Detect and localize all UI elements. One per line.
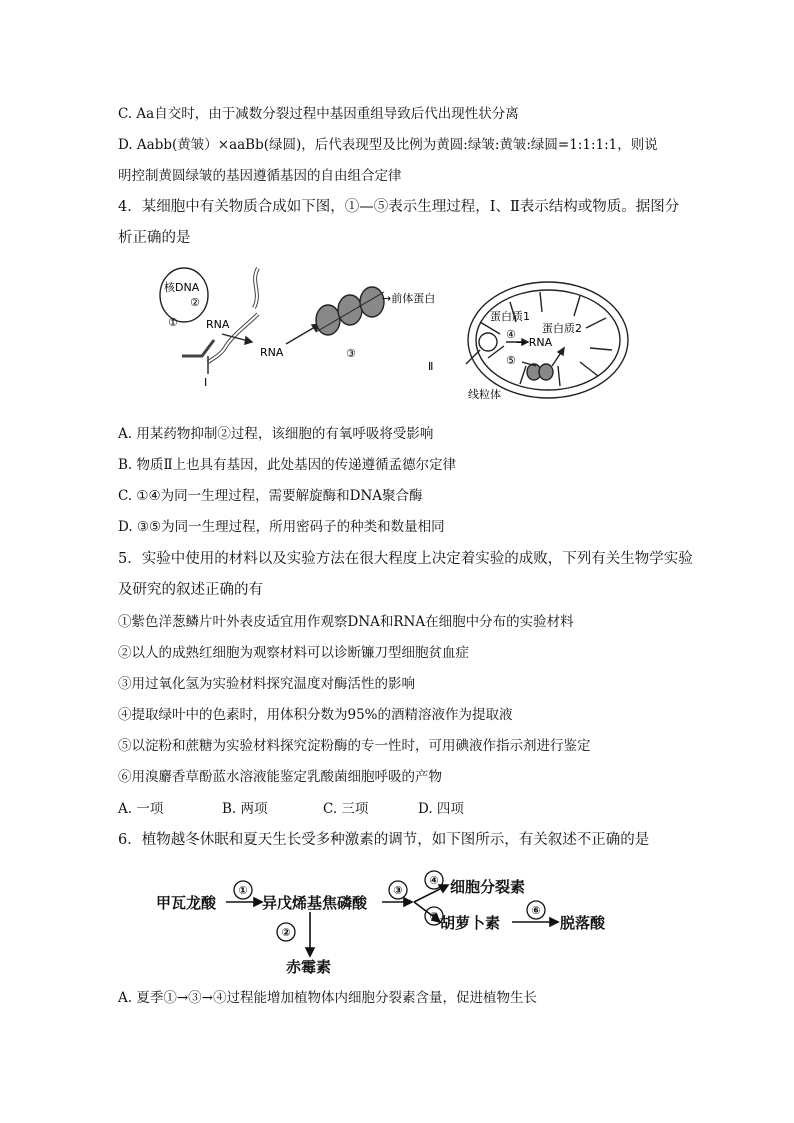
q4-option-d: D. ③⑤为同一生理过程，所用密码子的种类和数量相同 xyxy=(118,519,445,535)
structure-ii xyxy=(479,333,497,351)
q5-stem-line1: 5．实验中使用的材料以及实验方法在很大程度上决定着实验的成败，下列有关生物学实验 xyxy=(118,551,693,567)
q5-choice-b: B. 两项 xyxy=(222,801,268,817)
q5-choice-a: A. 一项 xyxy=(118,801,164,817)
q4-stem-line2: 析正确的是 xyxy=(118,230,191,246)
label-protein-1: 蛋白质1 xyxy=(490,310,530,323)
label-c5: ⑤ xyxy=(429,910,439,923)
q6-option-a: A. 夏季①→③→④过程能增加植物体内细胞分裂素含量，促进植物生长 xyxy=(118,990,537,1006)
label-c1: ① xyxy=(238,884,248,897)
node-mevalonic-acid: 甲瓦龙酸 xyxy=(156,894,217,912)
label-circle-5: ⑤ xyxy=(506,354,516,367)
label-circle-2: ② xyxy=(190,296,200,309)
label-circle-4: ④ xyxy=(506,328,516,341)
label-c3: ③ xyxy=(393,884,403,897)
label-mitochondrion: 线粒体 xyxy=(468,388,501,401)
label-nucleus-dna: 核DNA xyxy=(164,281,200,294)
ribosome xyxy=(338,295,362,325)
q3-option-d-line1: D. Aabb(黄皱）×aaBb(绿圆)，后代表现型及比例为黄圆:绿皱:黄皱:绿圆=1:1:1:1，则说 xyxy=(118,137,658,153)
nucleus-outline xyxy=(160,268,208,322)
q6-figure-hormone-pathway xyxy=(150,868,640,980)
node-cytokinin: 细胞分裂素 xyxy=(450,878,526,896)
node-gibberellin: 赤霉素 xyxy=(286,958,332,976)
label-rna-c: → RNA xyxy=(516,336,553,349)
label-precursor-protein: →前体蛋白 xyxy=(382,292,436,305)
q5-item-3: ③用过氧化氢为实验材料探究温度对酶活性的影响 xyxy=(118,676,415,692)
q3-option-c: C. Aa自交时，由于减数分裂过程中基因重组导致后代出现性状分离 xyxy=(118,106,519,122)
structure-i-strand xyxy=(182,340,214,356)
q3-option-d-line2: 明控制黄圆绿皱的基因遵循基因的自由组合定律 xyxy=(118,168,402,184)
q4-option-c: C. ①④为同一生理过程，需要解旋酶和DNA聚合酶 xyxy=(118,488,423,504)
q5-item-6: ⑥用溴麝香草酚蓝水溶液能鉴定乳酸菌细胞呼吸的产物 xyxy=(118,769,442,785)
label-c2: ② xyxy=(281,926,291,939)
ribosome xyxy=(360,287,384,317)
label-roman-i: I xyxy=(204,376,208,389)
q5-choice-c: C. 三项 xyxy=(323,801,369,817)
node-carotene: 胡萝卜素 xyxy=(440,914,501,932)
q4-stem-line1: 4．某细胞中有关物质合成如下图，①—⑤表示生理过程，Ⅰ、Ⅱ表示结构或物质。据图分 xyxy=(118,199,680,215)
label-rna-a: RNA xyxy=(206,318,230,331)
label-c4: ④ xyxy=(429,874,439,887)
q5-item-5: ⑤以淀粉和蔗糖为实验材料探究淀粉酶的专一性时，可用碘液作指示剂进行鉴定 xyxy=(118,738,591,754)
q4-option-a: A. 用某药物抑制②过程，该细胞的有氧呼吸将受影响 xyxy=(118,426,434,442)
node-ipp: 异戊烯基焦磷酸 xyxy=(262,894,368,912)
q6-stem: 6．植物越冬休眠和夏天生长受多种激素的调节，如下图所示，有关叙述不正确的是 xyxy=(118,832,650,848)
q5-choice-d: D. 四项 xyxy=(418,801,464,817)
label-c6: ⑥ xyxy=(531,904,541,917)
label-roman-ii: Ⅱ xyxy=(428,360,434,373)
q5-item-1: ①紫色洋葱鳞片叶外表皮适宜用作观察DNA和RNA在细胞中分布的实验材料 xyxy=(118,614,574,630)
label-rna-b: RNA xyxy=(260,346,284,359)
q5-item-4: ④提取绿叶中的色素时，用体积分数为95%的酒精溶液作为提取液 xyxy=(118,707,513,723)
node-abscisic-acid: 脱落酸 xyxy=(560,914,606,932)
q4-figure-protein-synthesis xyxy=(150,262,630,412)
label-circle-3: ③ xyxy=(346,347,356,360)
label-protein-2: 蛋白质2 xyxy=(542,322,582,335)
q5-stem-line2: 及研究的叙述正确的有 xyxy=(118,582,263,598)
q5-item-2: ②以人的成熟红细胞为观察材料可以诊断镰刀型细胞贫血症 xyxy=(118,645,469,661)
label-circle-1: ① xyxy=(168,316,178,329)
q4-option-b: B. 物质Ⅱ上也具有基因，此处基因的传递遵循孟德尔定律 xyxy=(118,457,457,473)
